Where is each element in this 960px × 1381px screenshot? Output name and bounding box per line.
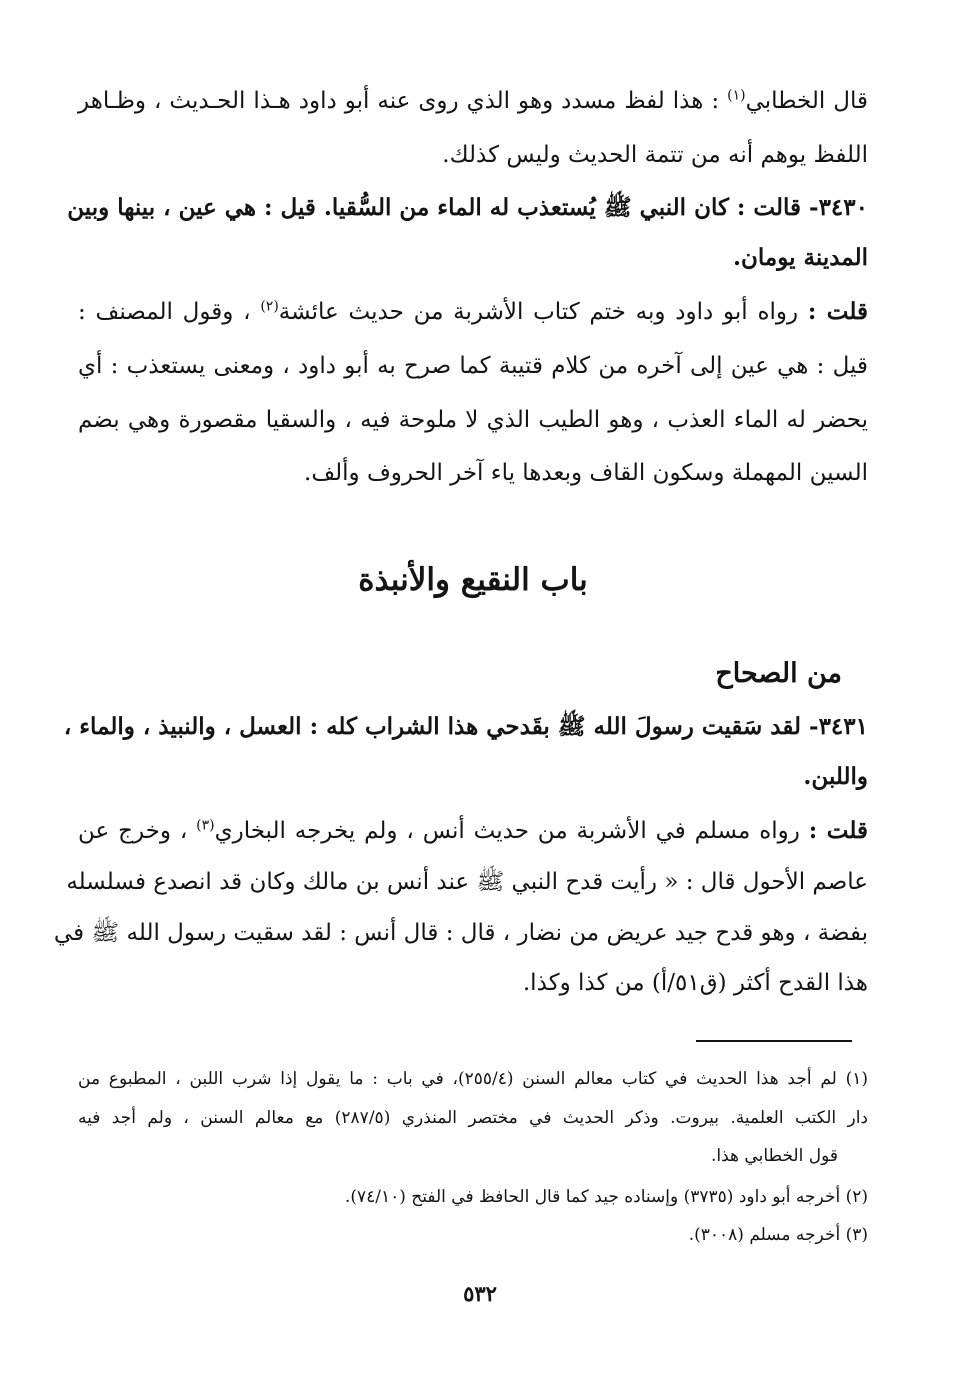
commentary-line xyxy=(53,913,868,953)
commentary-line xyxy=(78,346,868,386)
text-run: قيل : هي عين إلى آخره من كلام قتيبة كما صرح به أبو داود ، ومعنى يستعذب : أي xyxy=(78,353,868,379)
chapter-title: باب النقيع والأنبذة xyxy=(358,562,588,598)
text-run: ، وخرج عن xyxy=(78,818,197,844)
text-run: السين المهملة وسكون القاف وبعدها ياء آخر الحروف وألف. xyxy=(304,460,868,486)
hadith-3431-line xyxy=(63,707,868,747)
footnote-1-continued: قول الخطابي هذا. xyxy=(711,1146,838,1166)
section-title: من الصحاح xyxy=(715,658,842,689)
footnote-2: (٢) أخرجه أبو داود (٣٧٣٥) وإسناده جيد كما قال الحافظ في الفتح (٧٤/١٠). xyxy=(344,1187,868,1207)
text-run: ٣٤٣٠- قالت : كان النبي ﷺ يُستعذب له الماء من السُّقيا. قيل : هي عين ، بينها وبين xyxy=(67,194,868,221)
text-run: رواه مسلم في الأشربة من حديث أنس ، ولم يخرجه البخاري xyxy=(214,818,809,844)
commentary-line xyxy=(78,400,868,440)
hadith-3430-line xyxy=(67,188,868,228)
text-run: ، وقول المصنف : xyxy=(78,299,261,325)
text-run: واللبن. xyxy=(803,763,868,790)
page-number: ٥٣٢ xyxy=(463,1281,497,1306)
text-run: يحضر له الماء العذب ، وهو الطيب الذي لا ملوحة فيه ، والسقيا مقصورة وهي بضم xyxy=(78,407,868,433)
footnote-ref-3[interactable]: (٣) xyxy=(196,817,215,834)
footnote-ref-2[interactable]: (٢) xyxy=(260,298,279,315)
commentary-line xyxy=(78,453,868,493)
text-run: بفضة ، وهو قدح جيد عريض من نضار ، قال : قال أنس : لقد سقيت رسول الله ﷺ في xyxy=(53,920,868,946)
footnote-ref-1[interactable]: (١) xyxy=(727,87,746,104)
commentary-line xyxy=(66,862,868,902)
footnote-separator xyxy=(696,1040,852,1042)
commentary-line xyxy=(78,963,868,1003)
commentary-line xyxy=(78,811,868,851)
qultu-label: قلت : xyxy=(808,817,868,844)
text-run: اللفظ يوهم أنه من تتمة الحديث وليس كذلك. xyxy=(442,142,868,168)
text-run: المدينة يومان. xyxy=(733,244,868,271)
footnote-1-continued xyxy=(78,1102,868,1134)
text-run: قال الخطابي xyxy=(745,88,868,114)
commentary-line xyxy=(78,292,868,332)
hadith-3431-line xyxy=(78,757,868,797)
text-run: هذا القدح أكثر (ق٥١/أ) من كذا وكذا. xyxy=(522,970,868,996)
text-run: ٣٤٣١- لقد سَقيت رسولَ الله ﷺ بقَدحي هذا الشراب كله : العسل ، والنبيذ ، والماء ، xyxy=(63,713,868,740)
text-line xyxy=(78,135,868,175)
hadith-3430-line xyxy=(78,238,868,278)
footnote-1: (١) لم أجد هذا الحديث في كتاب معالم السنن (٢٥٥/٤)، في باب : ما يقول إذا شرب اللبن ، المطبوع من xyxy=(78,1069,868,1089)
text-run: : هذا لفظ مسدد وهو الذي روى عنه أبو داود هـذا الحـديث ، وظـاهر xyxy=(78,88,728,114)
qultu-label: قلت : xyxy=(807,298,869,325)
text-run: عاصم الأحول قال : « رأيت قدح النبي ﷺ عند أنس بن مالك وكان قد انصدع فسلسله xyxy=(66,869,868,895)
text-run: دار الكتب العلمية. بيروت. وذكر الحديث في مختصر المنذري (٢٨٧/٥) مع معالم السنن ، ولم أجد فيه xyxy=(78,1108,868,1128)
footnote-3: (٣) أخرجه مسلم (٣٠٠٨). xyxy=(688,1225,868,1245)
text-run: رواه أبو داود وبه ختم كتاب الأشربة من حديث عائشة xyxy=(278,299,808,325)
text-line xyxy=(78,81,868,121)
